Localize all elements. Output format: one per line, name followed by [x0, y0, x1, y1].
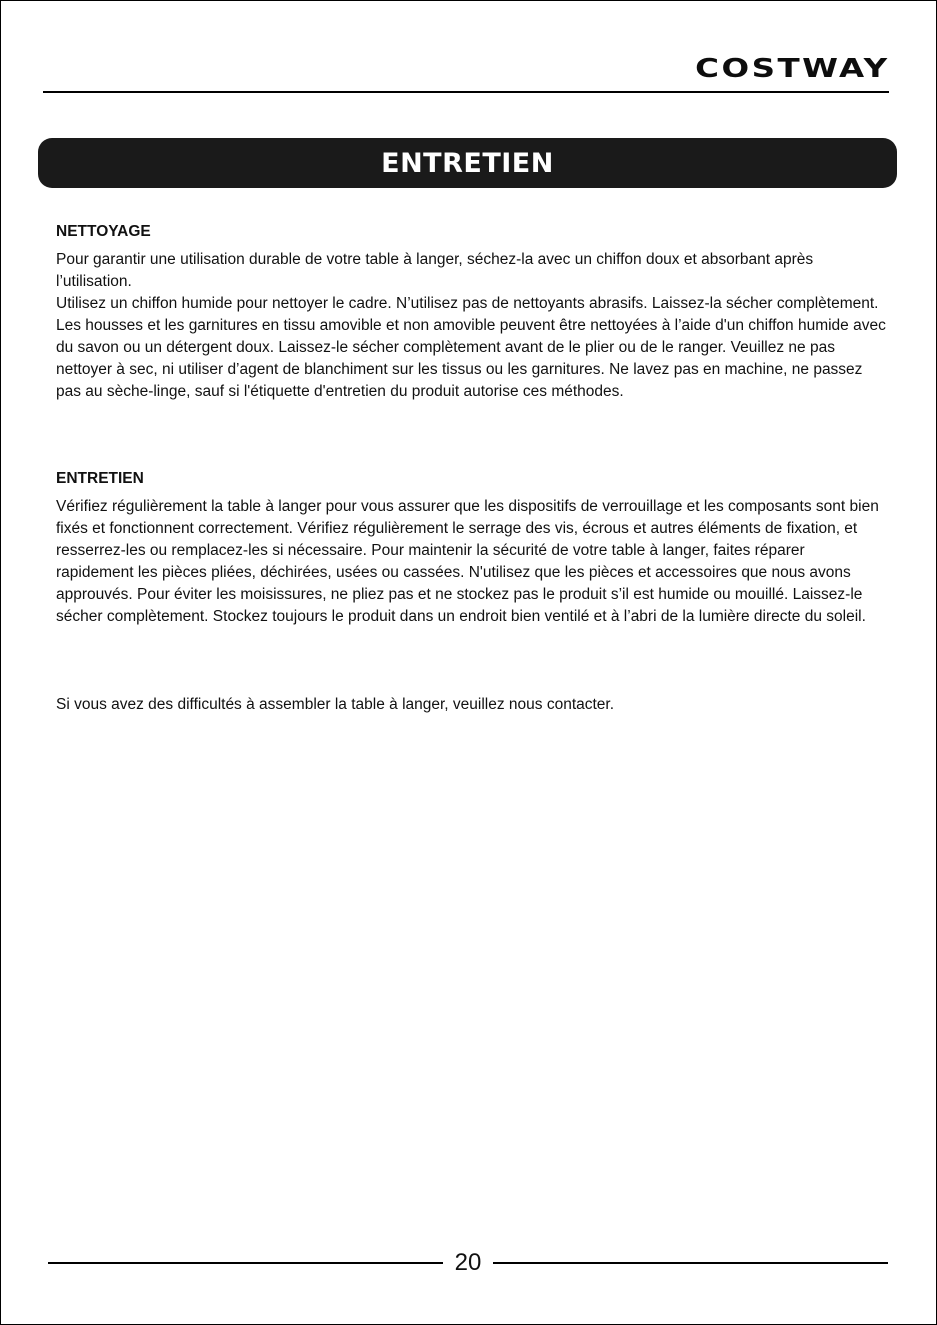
footer-rule-left	[48, 1262, 443, 1264]
cleaning-paragraph-1: Pour garantir une utilisation durable de votre table à langer, séchez-la avec un chiffon doux et absorbant après l’utilisation.	[56, 251, 814, 290]
footer-rule-right	[493, 1262, 888, 1264]
section-banner	[38, 138, 897, 188]
maintenance-section	[56, 469, 886, 628]
brand-logo: COSTWAY	[695, 54, 890, 84]
contact-section	[56, 694, 886, 716]
contact-paragraph: Si vous avez des difficultés à assembler la table à langer, veuillez nous contacter.	[56, 696, 615, 713]
cleaning-heading: NETTOYAGE	[56, 223, 151, 240]
page-number: 20	[454, 1249, 482, 1276]
page-content	[56, 222, 886, 716]
header-rule	[43, 91, 889, 93]
maintenance-heading: ENTRETIEN	[56, 470, 144, 487]
maintenance-paragraph: Vérifiez régulièrement la table à langer pour vous assurer que les dispositifs de verrouillage et les composants sont bien fixés et fonctionnent correctement. Vérifiez régulièrement le serrage des vis, écrous et autres éléments de fixation, et resserrez-les ou remplacez-les si nécessaire. Pour maintenir la sécurité de votre table à langer, faites réparer rapidement les pièces pliées, déchirées, usées ou cassées. N'utilisez que les pièces et accessoires que nous avons approuvés. Pour éviter les moisissures, ne pliez pas et ne stockez pas le produit s’il est humide ou mouillé. Laissez-le sécher complètement. Stockez toujours le produit dans un endroit bien ventilé et à l’abri de la lumière directe du soleil.	[56, 498, 879, 625]
cleaning-section	[56, 222, 886, 403]
cleaning-paragraph-2: Utilisez un chiffon humide pour nettoyer le cadre. N’utilisez pas de nettoyants abrasifs. Laissez-la sécher complètement. Les housses et les garnitures en tissu amovible et non amovible peuvent être nettoyées à l’aide d'un chiffon humide avec du savon ou un détergent doux. Laissez-le sécher complètement avant de le plier ou de le ranger. Veuillez ne pas nettoyer à sec, ni utiliser d’agent de blanchiment sur les tissus ou les garnitures. Ne lavez pas en machine, ne passez pas au sèche-linge, sauf si l'étiquette d'entretien du produit autorise ces méthodes.	[56, 295, 886, 400]
section-banner-title: ENTRETIEN	[381, 147, 554, 179]
